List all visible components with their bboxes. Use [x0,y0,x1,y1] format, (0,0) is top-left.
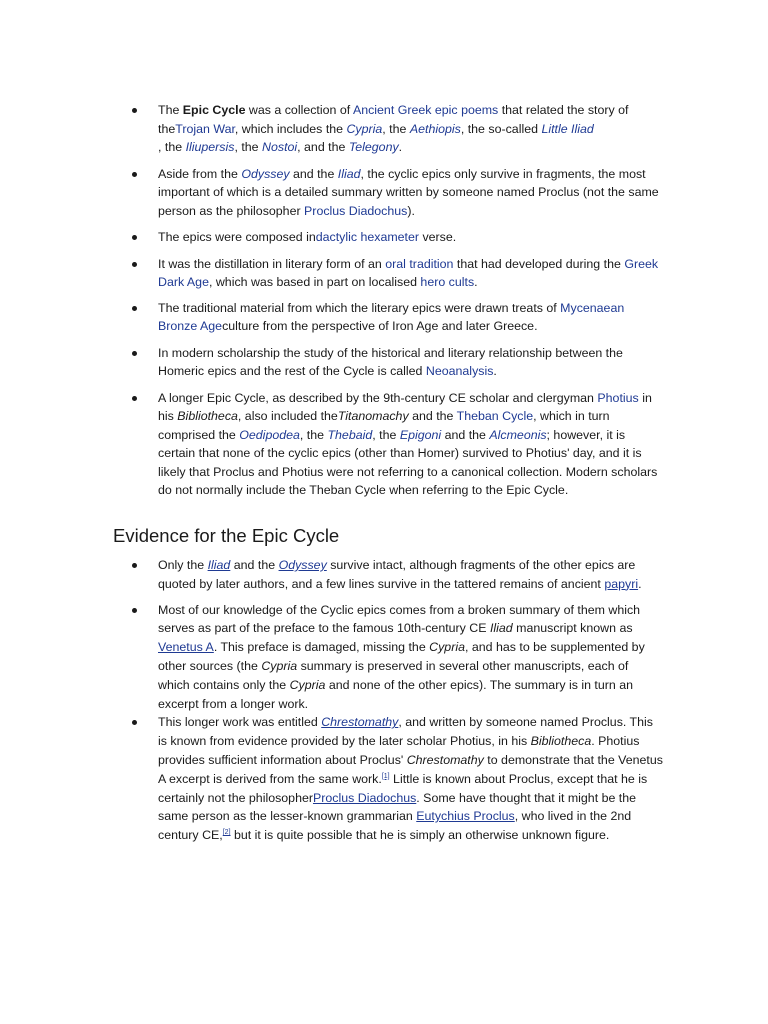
text: , which in turn comprised the [158,409,610,442]
link-trojan-war[interactable]: Trojan War [175,121,235,136]
text: Aside from the [158,166,242,181]
bullet-icon [132,306,137,311]
bullet-icon [132,235,137,240]
text: . Photius provides sufficient information about Proclus' [158,734,640,767]
list-item [0,299,768,336]
evidence-bullet-list [0,556,768,852]
italic-title: Chrestomathy [406,752,484,767]
bullet-icon [132,351,137,356]
text: , the [158,140,186,154]
text: . This preface is damaged, missing the [213,640,430,655]
list-item [0,713,768,845]
bullet-icon [132,608,137,613]
text: , which includes the [234,121,347,136]
text: , also included the [237,409,338,423]
text: , which was based in part on localised [208,275,421,289]
text: survive intact, although fragments of the other epics are quoted by later authors, and a few lines survive in the tattered remains of ancient [158,558,636,591]
text: ). [407,203,415,218]
text: The [158,103,183,117]
link-nostoi[interactable]: Nostoi [262,140,298,154]
list-item [0,601,768,714]
bullet-icon [132,172,137,177]
text: and the [289,166,338,181]
text: Little is known about Proclus, except that he is certainly not the philosopher [158,771,648,805]
text: summary is preserved in several other manuscripts, each of which contains only the [158,658,629,692]
text: . [398,140,403,154]
text: . [638,576,642,591]
bullet-icon [132,262,137,267]
text: , the [234,140,263,154]
text: was a collection of [245,103,353,117]
link-iliad[interactable]: Iliad [207,558,231,572]
italic-title: Cypria [261,658,298,673]
italic-title: Iliad [489,621,513,636]
link-mycenaean-bronze-age[interactable]: Mycenaean Bronze Age [158,300,625,333]
link-iliad[interactable]: Iliad [337,166,361,181]
text: . Some have thought that it might be the same person as the lesser-known grammarian [158,790,637,824]
italic-title: Titanomachy [337,409,409,423]
list-item [0,101,768,157]
link-papyri[interactable]: papyri [604,576,639,591]
list-item [0,255,768,292]
text: . [493,364,497,378]
list-item [0,556,768,594]
text: , the [382,121,410,136]
text: in his [158,390,652,423]
list-item [0,165,768,221]
link-chrestomathy[interactable]: Chrestomathy [321,715,399,730]
link-iliupersis[interactable]: Iliupersis [185,140,235,154]
link-greek-dark-age[interactable]: Greek Dark Age [158,256,659,289]
text: It was the distillation in literary form of an [158,256,386,271]
text: The traditional material from which the literary epics were drawn treats of [158,300,561,315]
bold-term: Epic Cycle [182,103,246,117]
link-thebaid[interactable]: Thebaid [327,427,373,442]
link-cypria[interactable]: Cypria [346,121,383,136]
link-odyssey[interactable]: Odyssey [278,558,327,572]
bullet-icon [132,720,137,725]
italic-title: Cypria [289,677,326,692]
text: and the [408,409,457,423]
text: Only the [158,558,208,572]
link-aethiopis[interactable]: Aethiopis [409,121,461,136]
text: , who lived in the 2nd century CE, [158,809,632,843]
text: , the [372,427,400,442]
link-venetus-a[interactable]: Venetus A [158,640,214,655]
link-theban-cycle[interactable]: Theban Cycle [456,409,534,423]
link-alcmeonis[interactable]: Alcmeonis [489,427,547,442]
text: This longer work was entitled [158,715,322,730]
text: verse. [419,230,457,244]
link-dactylic-hexameter[interactable]: dactylic hexameter [315,230,420,244]
link-little-iliad[interactable]: Little Iliad [541,121,594,136]
text: to demonstrate that the Venetus A excerpt is derived from the same work. [158,752,663,786]
text: ; however, it is certain that none of the cyclic epics (other than Homer) survived to Photius' day, and it is likely that Proclus and Photius were not referring to a canonical collection. Modern scholars do not normally include the Theban Cycle when referring to the Epic Cycle. [158,427,658,497]
text: , and has to be supplemented by other sources (the [158,640,645,673]
text: , and written by someone named Proclus. This is known from evidence provided by the later scholar Photius, in his [158,715,653,749]
bullet-icon [132,108,137,113]
list-item [0,228,768,247]
text: In modern scholarship the study of the historical and literary relationship between the Homeric epics and the rest of the Cycle is called [158,345,623,378]
text: manuscript known as [512,621,633,636]
link-photius[interactable]: Photius [597,390,639,405]
text: A longer Epic Cycle, as described by the 9th-century CE scholar and clergyman [158,390,598,405]
list-item [0,344,768,381]
link-oral-tradition[interactable]: oral tradition [385,256,454,271]
footnote-ref-1[interactable]: [1] [381,772,390,780]
text: , the cyclic epics only survive in fragments, the most important of which is a detailed summary written by someone named Proclus (not the same person as the philosopher [158,166,659,218]
text: and the [441,427,490,442]
link-eutychius-proclus[interactable]: Eutychius Proclus [416,809,515,824]
link-telegony[interactable]: Telegony [348,140,399,154]
link-oedipodea[interactable]: Oedipodea [239,427,300,442]
text: that related the story of the [158,103,629,136]
text: and none of the other epics). The summary is in turn an excerpt from a longer work. [158,677,634,711]
text: . [474,275,478,289]
bullet-icon [132,396,137,401]
link-odyssey[interactable]: Odyssey [241,166,290,181]
text: culture from the perspective of Iron Age and later Greece. [222,319,538,333]
text: Most of our knowledge of the Cyclic epics comes from a broken summary of them which serves as part of the preface to the famous 10th-century CE [158,602,641,636]
text: , the so-called [460,121,542,136]
list-item [0,389,768,500]
link-proclus-diadochus[interactable]: Proclus Diadochus [304,203,408,218]
text: , and the [297,140,349,154]
link-ancient-greek-epic-poems[interactable]: Ancient Greek epic poems [352,103,499,117]
text: , the [299,427,328,442]
text: and the [230,558,279,572]
bullet-icon [132,563,137,568]
link-hero-cults[interactable]: hero cults [420,275,475,289]
italic-title: Cypria [429,640,465,655]
italic-title: Bibliotheca [530,734,592,749]
text: that had developed during the [453,256,625,271]
link-epigoni[interactable]: Epigoni [399,427,442,442]
italic-title: Bibliotheca [177,409,238,423]
section-heading: Evidence for the Epic Cycle [113,525,340,546]
link-neoanalysis[interactable]: Neoanalysis [425,364,494,378]
text: The epics were composed in [158,230,316,244]
footnote-ref-2[interactable]: [2] [222,829,231,837]
intro-bullet-list [0,101,768,508]
link-proclus-diadochus[interactable]: Proclus Diadochus [312,790,417,805]
text: but it is quite possible that he is simply an otherwise unknown figure. [230,828,610,843]
